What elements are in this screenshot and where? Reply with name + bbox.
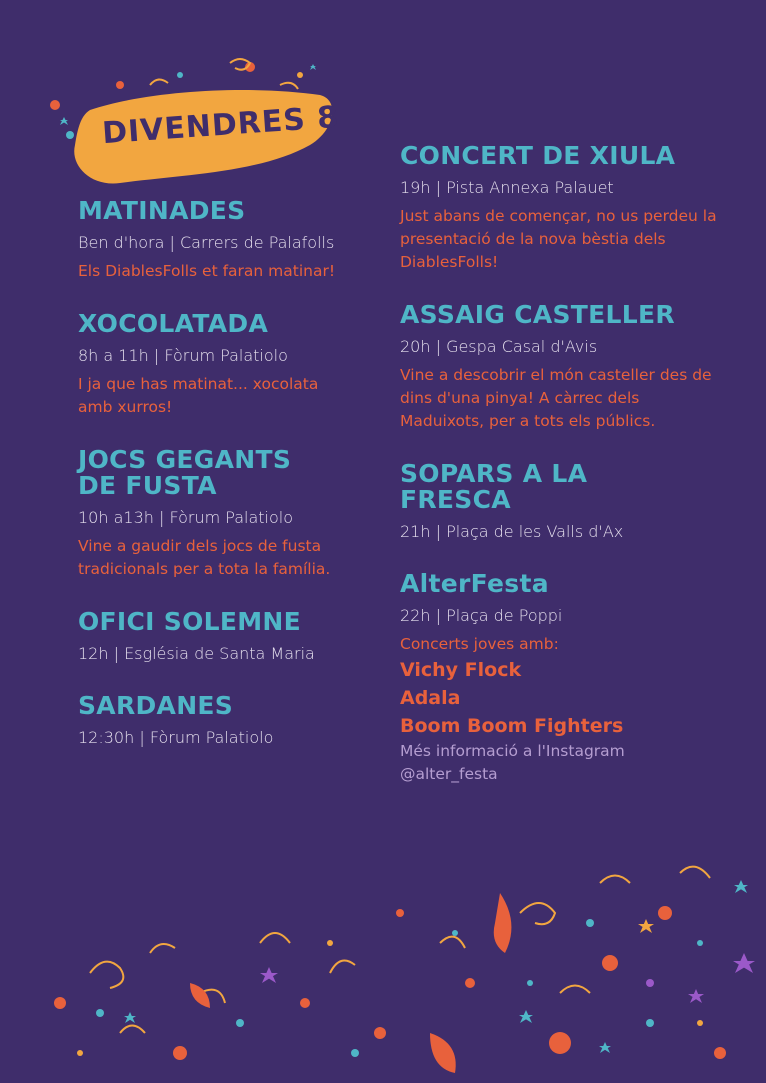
event-description: Els DiablesFolls et faran matinar! [78, 262, 336, 280]
event-meta: 12:30h | Fòrum Palatiolo [78, 728, 274, 747]
event-title: MATINADES [78, 196, 246, 225]
event-assaig-casteller [400, 302, 740, 433]
band-name: Boom Boom Fighters [400, 715, 624, 737]
event-description: Vine a gaudir dels jocs de fusta tradicionals per a tota la família. [78, 537, 331, 578]
event-matinades [78, 198, 378, 283]
event-title: SARDANES [78, 691, 234, 720]
event-sardanes [78, 693, 378, 749]
event-description: Concerts joves amb: [400, 635, 559, 653]
event-meta: 12h | Església de Santa Maria [78, 644, 315, 663]
event-meta: 20h | Gespa Casal d'Avis [400, 337, 598, 356]
event-title: SOPARS A LA FRESCA [400, 459, 588, 514]
events-left-column [78, 198, 378, 777]
event-meta: 21h | Plaça de les Valls d'Ax [400, 522, 624, 541]
event-description: Just abans de començar, no us perdeu la presentació de la nova bèstia dels DiablesFolls! [400, 207, 717, 271]
event-title: CONCERT DE XIULA [400, 141, 676, 170]
event-description: I ja que has matinat... xocolata amb xurros! [78, 375, 319, 416]
event-meta: 10h a13h | Fòrum Palatiolo [78, 508, 293, 527]
band-name: Vichy Flock [400, 659, 522, 681]
event-title: XOCOLATADA [78, 309, 269, 338]
band-name: Adala [400, 687, 461, 709]
event-xocolatada [78, 311, 378, 419]
event-meta: 19h | Pista Annexa Palauet [400, 178, 614, 197]
event-ofici-solemne [78, 609, 378, 665]
events-right-column [400, 143, 740, 814]
event-description: Vine a descobrir el món casteller des de dins d'una pinya! A càrrec dels Maduixots, per a tots els públics. [400, 366, 712, 430]
event-meta: 8h a 11h | Fòrum Palatiolo [78, 346, 288, 365]
band-list [400, 656, 740, 740]
instagram-info: Més informació a l'Instagram [400, 742, 625, 760]
confetti-decoration [0, 853, 766, 1083]
instagram-handle: @alter_festa [400, 765, 498, 783]
page-title: DIVENDRES 8 [101, 99, 341, 152]
event-meta: 22h | Plaça de Poppi [400, 606, 563, 625]
event-concert-xiula [400, 143, 740, 274]
event-alterfesta [400, 571, 740, 786]
event-meta: Ben d'hora | Carrers de Palafolls [78, 233, 335, 252]
event-title: ASSAIG CASTELLER [400, 300, 675, 329]
event-title: AlterFesta [400, 569, 549, 598]
event-title: OFICI SOLEMNE [78, 607, 302, 636]
event-title: JOCS GEGANTS DE FUSTA [78, 445, 292, 500]
event-jocs-gegants [78, 447, 378, 581]
event-sopars-fresca [400, 461, 740, 543]
